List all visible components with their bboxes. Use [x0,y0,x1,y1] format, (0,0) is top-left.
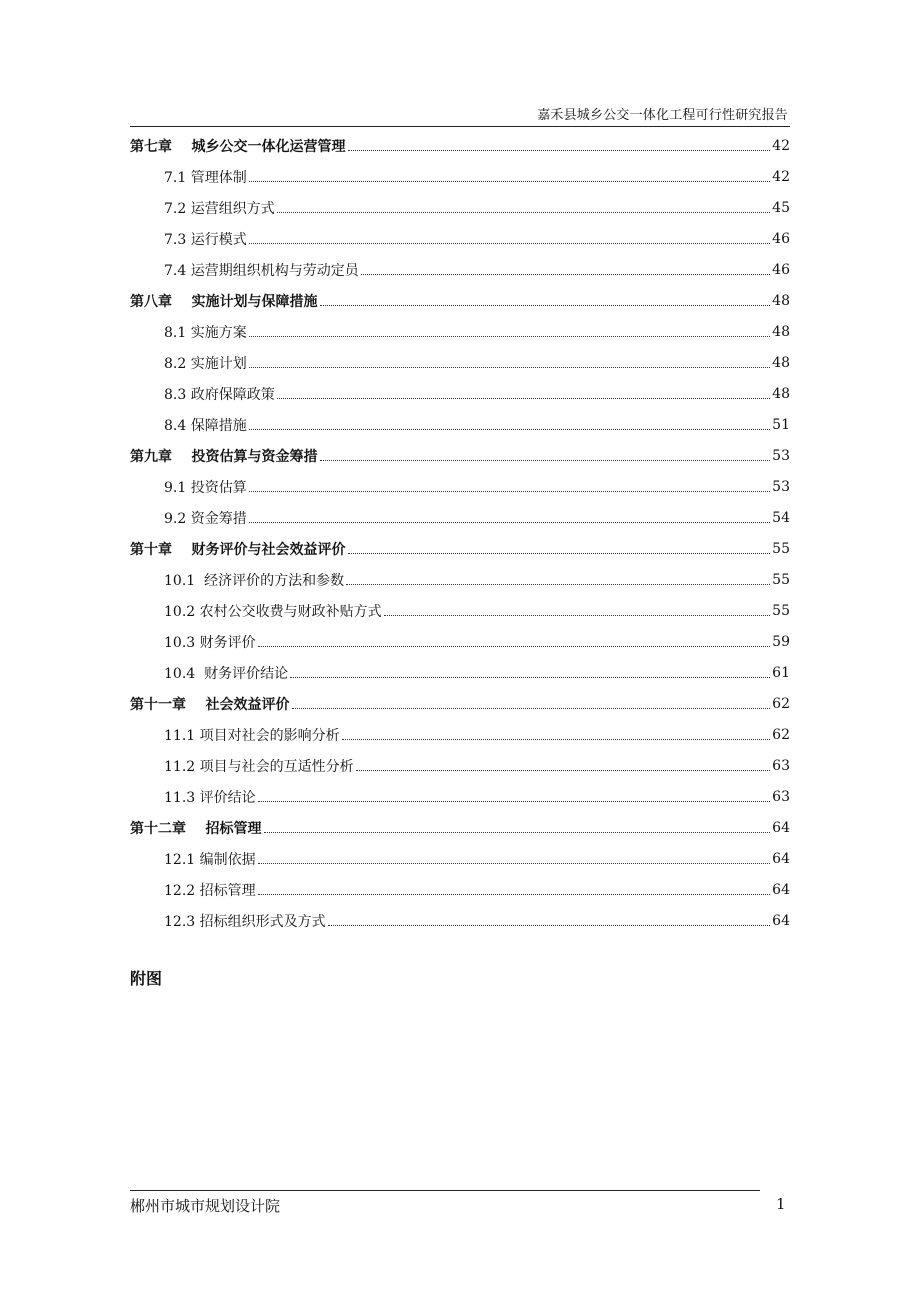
toc-entry-label: 10.3 财务评价 [164,634,256,651]
toc-dot-leader [290,677,770,678]
toc-page-number: 51 [772,416,790,433]
toc-entry-label: 8.1 实施方案 [164,324,247,341]
toc-chapter-entry[interactable] [130,440,790,471]
toc-dot-leader [264,832,771,833]
toc-dot-leader [320,305,771,306]
toc-entry-label: 10.4 财务评价结论 [164,665,289,682]
toc-page-number: 55 [772,540,790,557]
toc-chapter-entry[interactable] [130,533,790,564]
toc-section-entry[interactable] [130,192,790,223]
header-divider [130,126,790,127]
toc-page-number: 64 [772,850,790,867]
toc-section-entry[interactable] [130,471,790,502]
toc-dot-leader [258,801,771,802]
toc-entry-label: 10.2 农村公交收费与财政补贴方式 [164,603,382,620]
toc-page-number: 54 [772,509,790,526]
toc-dot-leader [258,894,771,895]
toc-chapter-entry[interactable] [130,285,790,316]
toc-section-entry[interactable] [130,781,790,812]
toc-section-entry[interactable] [130,905,790,936]
toc-section-entry[interactable] [130,750,790,781]
toc-page-number: 63 [772,788,790,805]
toc-page-number: 55 [772,602,790,619]
toc-entry-label: 7.4 运营期组织机构与劳动定员 [164,262,359,279]
toc-entry-label: 8.3 政府保障政策 [164,386,275,403]
toc-entry-label: 9.1 投资估算 [164,479,247,496]
toc-section-entry[interactable] [130,254,790,285]
toc-page-number: 53 [772,447,790,464]
toc-dot-leader [258,863,771,864]
toc-entry-label: 第十章 财务评价与社会效益评价 [130,541,346,558]
toc-page-number: 53 [772,478,790,495]
toc-entry-label: 12.2 招标管理 [164,882,256,899]
toc-entry-label: 10.1 经济评价的方法和参数 [164,572,345,589]
toc-section-entry[interactable] [130,502,790,533]
toc-entry-label: 第九章 投资估算与资金筹措 [130,448,318,465]
toc-dot-leader [328,925,771,926]
toc-page-number: 48 [772,292,790,309]
toc-dot-leader [249,367,770,368]
toc-chapter-entry[interactable] [130,130,790,161]
toc-page-number: 46 [772,230,790,247]
toc-entry-label: 9.2 资金筹措 [164,510,247,527]
toc-section-entry[interactable] [130,161,790,192]
toc-dot-leader [249,181,770,182]
toc-section-entry[interactable] [130,626,790,657]
toc-page-number: 63 [772,757,790,774]
toc-page-number: 48 [772,354,790,371]
toc-dot-leader [249,429,770,430]
toc-entry-label: 11.1 项目对社会的影响分析 [164,727,340,744]
toc-section-entry[interactable] [130,843,790,874]
toc-page-number: 48 [772,323,790,340]
toc-entry-label: 12.1 编制依据 [164,851,256,868]
toc-section-entry[interactable] [130,409,790,440]
toc-entry-label: 8.4 保障措施 [164,417,247,434]
toc-entry-label: 7.1 管理体制 [164,169,247,186]
toc-section-entry[interactable] [130,564,790,595]
toc-page-number: 64 [772,881,790,898]
toc-page-number: 42 [772,168,790,185]
toc-chapter-entry[interactable] [130,812,790,843]
toc-entry-label: 第十二章 招标管理 [130,820,262,837]
toc-entry-label: 12.3 招标组织形式及方式 [164,913,326,930]
toc-dot-leader [249,336,770,337]
toc-dot-leader [356,770,771,771]
toc-page-number: 55 [772,571,790,588]
toc-section-entry[interactable] [130,657,790,688]
toc-section-entry[interactable] [130,595,790,626]
toc-entry-label: 7.3 运行模式 [164,231,247,248]
toc-dot-leader [348,150,771,151]
toc-dot-leader [361,274,770,275]
toc-section-entry[interactable] [130,316,790,347]
toc-dot-leader [249,491,770,492]
toc-dot-leader [320,460,771,461]
toc-section-entry[interactable] [130,719,790,750]
toc-entry-label: 第十一章 社会效益评价 [130,696,290,713]
toc-page-number: 62 [772,726,790,743]
toc-page-number: 42 [772,137,790,154]
footer-divider [130,1190,760,1191]
toc-dot-leader [277,398,770,399]
toc-dot-leader [249,522,770,523]
appendix-heading: 附图 [130,969,163,988]
toc-entry-label: 11.3 评价结论 [164,789,256,806]
toc-dot-leader [384,615,771,616]
toc-page-number: 64 [772,819,790,836]
toc-entry-label: 11.2 项目与社会的互适性分析 [164,758,354,775]
toc-dot-leader [249,243,770,244]
toc-entry-label: 第八章 实施计划与保障措施 [130,293,318,310]
toc-dot-leader [277,212,770,213]
footer-organization: 郴州市城市规划设计院 [130,1197,281,1215]
toc-entry-label: 第七章 城乡公交一体化运营管理 [130,138,346,155]
toc-page-number: 64 [772,912,790,929]
toc-entry-label: 8.2 实施计划 [164,355,247,372]
toc-section-entry[interactable] [130,378,790,409]
toc-section-entry[interactable] [130,347,790,378]
toc-dot-leader [348,553,771,554]
toc-section-entry[interactable] [130,223,790,254]
toc-dot-leader [258,646,771,647]
toc-page-number: 48 [772,385,790,402]
toc-page-number: 45 [772,199,790,216]
toc-dot-leader [292,708,771,709]
toc-page-number: 62 [772,695,790,712]
toc-page-number: 46 [772,261,790,278]
toc-dot-leader [346,584,770,585]
toc-dot-leader [342,739,771,740]
footer-page-number: 1 [776,1195,786,1213]
toc-page-number: 59 [772,633,790,650]
toc-section-entry[interactable] [130,874,790,905]
table-of-contents [130,130,790,936]
toc-chapter-entry[interactable] [130,688,790,719]
running-header-title: 嘉禾县城乡公交一体化工程可行性研究报告 [537,108,788,123]
toc-entry-label: 7.2 运营组织方式 [164,200,275,217]
toc-page-number: 61 [772,664,790,681]
